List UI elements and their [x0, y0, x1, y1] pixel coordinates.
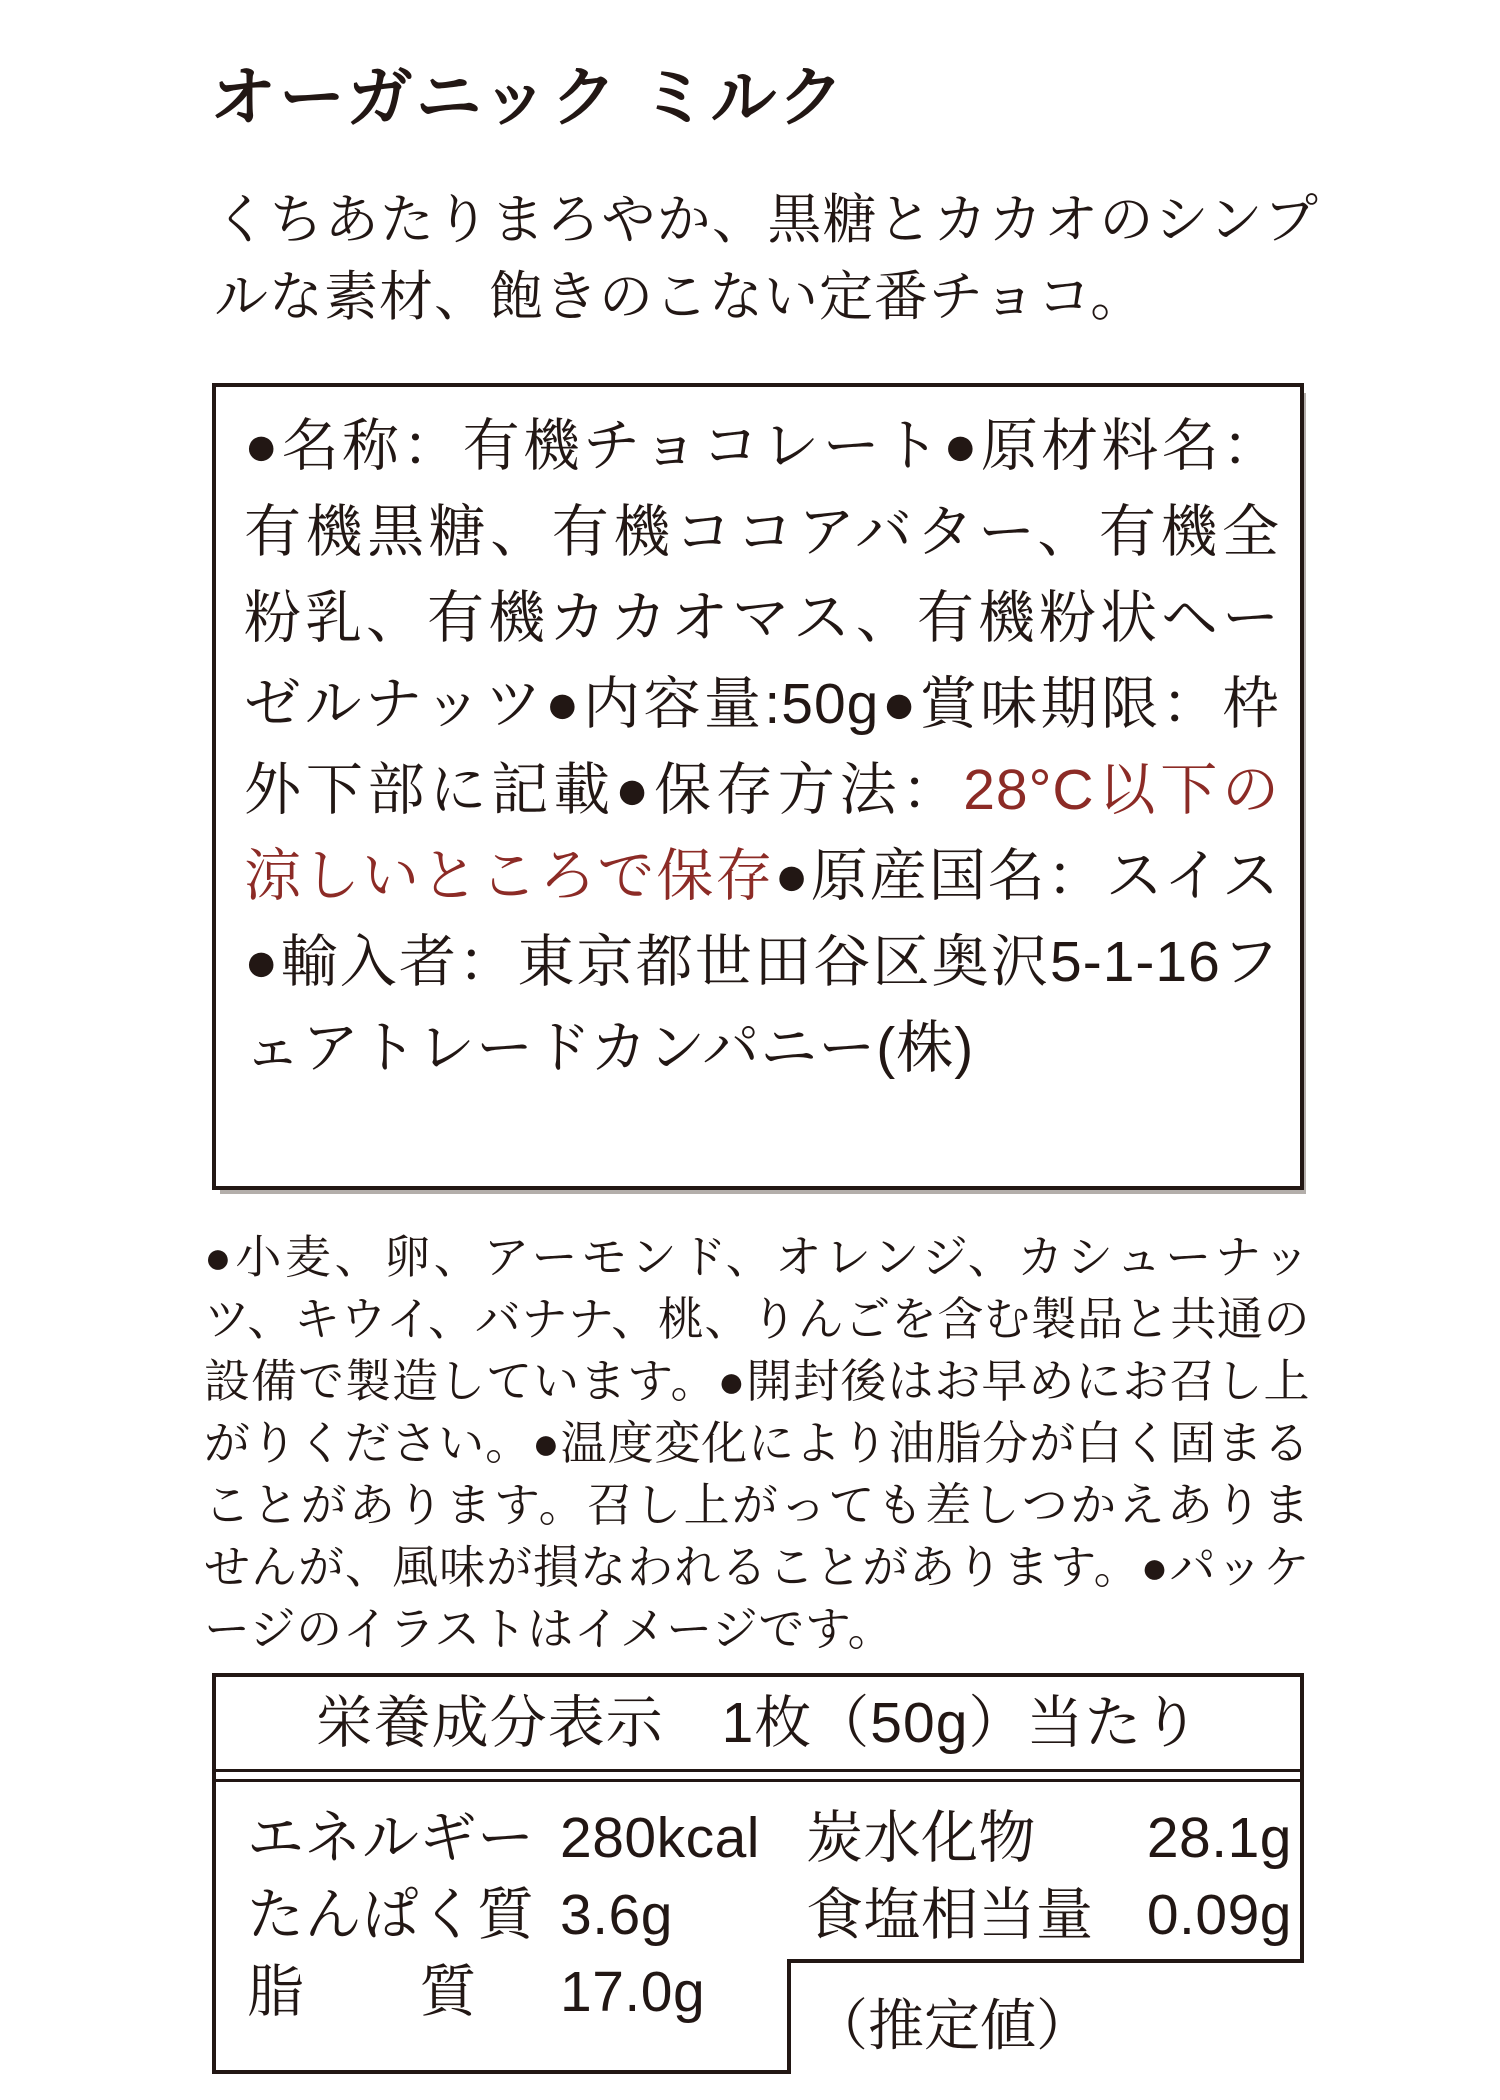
nutrition-label-fat: 脂 質	[247, 1960, 477, 2024]
info-text-after-storage: ●原産国名：スイス●輸入者：東京都世田谷区奥沢5-1-16フェアトレードカンパニー(株)	[244, 844, 1281, 1080]
nutrition-value-fat: 17.0g	[560, 1960, 706, 2024]
nutrition-table-step-border	[787, 1959, 1304, 1963]
nutrition-estimate-note: （推定値）	[812, 1994, 1092, 2057]
nutrition-table-title: 栄養成分表示 1枚（50g）当たり	[315, 1691, 1201, 1755]
product-title: オーガニック ミルク	[210, 60, 848, 134]
ingredient-info-text	[244, 403, 1280, 1091]
product-description: くちあたりまろやか、黒糖とカカオのシンプルな素材、飽きのこない定番チョコ。	[214, 190, 1319, 327]
nutrition-header-rule-top	[216, 1769, 1300, 1772]
nutrition-label-protein: たんぱく質	[247, 1883, 535, 1947]
nutrition-value-energy: 280kcal	[560, 1806, 760, 1870]
nutrition-label-salt-equivalent: 食塩相当量	[806, 1883, 1094, 1947]
nutrition-value-salt-equivalent: 0.09g	[1146, 1883, 1292, 1947]
allergen-and-handling-notes: ●小麦、卵、アーモンド、オレンジ、カシューナッツ、キウイ、バナナ、桃、りんごを含む製品と共通の設備で製造しています。●開封後はお早めにお召し上がりください。●温度変化により油脂分が白く固まることがあります。召し上がっても差しつかえありませんが、風味が損なわれることがあります。●パッケージのイラストはイメージです。	[204, 1231, 1310, 1655]
ingredient-info-box	[212, 383, 1304, 1190]
nutrition-label-carbohydrate: 炭水化物	[806, 1806, 1036, 1870]
nutrition-label-energy: エネルギー	[247, 1806, 535, 1870]
nutrition-header-rule-bottom	[216, 1779, 1300, 1782]
nutrition-value-protein: 3.6g	[560, 1883, 673, 1947]
info-text-before-storage: ●名称：有機チョコレート●原材料名：有機黒糖、有機ココアバター、有機全粉乳、有機カカオマス、有機粉状ヘーゼルナッツ●内容量:50g●賞味期限：枠外下部に記載●保存方法：	[244, 414, 1280, 822]
storage-warning-text: 28°C以下の涼しいところで保存	[244, 758, 1281, 908]
nutrition-value-carbohydrate: 28.1g	[1146, 1806, 1292, 1870]
